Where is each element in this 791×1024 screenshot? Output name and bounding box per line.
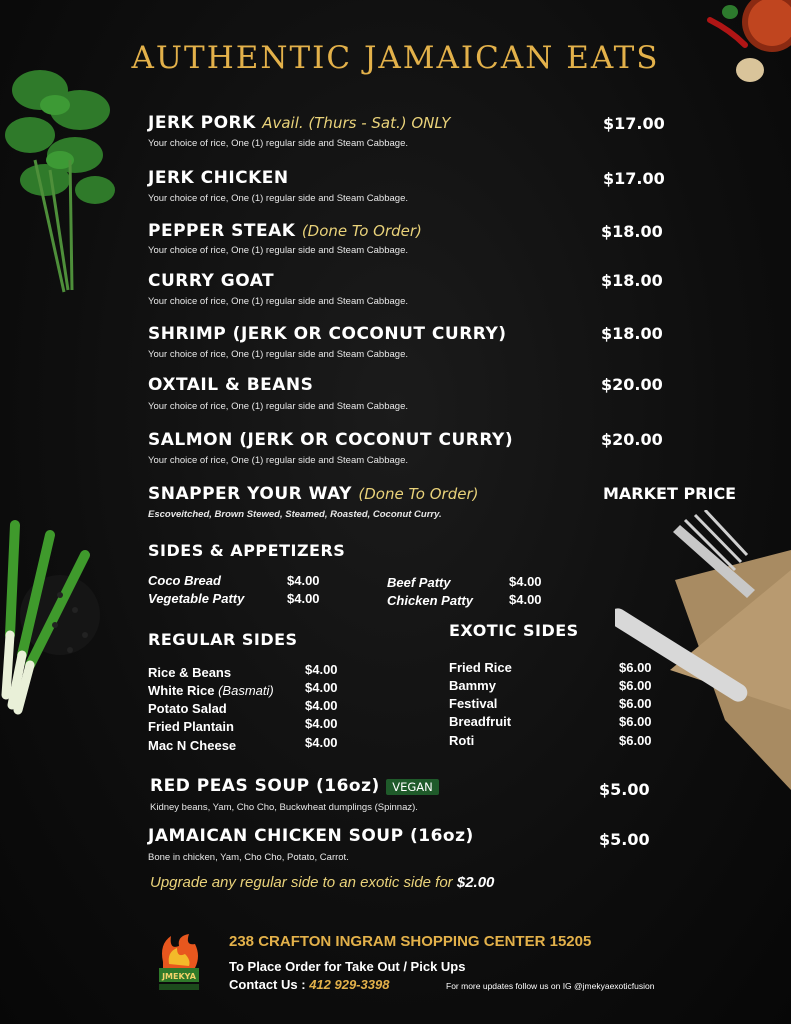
soup-item: [150, 776, 439, 813]
menu-item: [148, 113, 450, 149]
item-name: JERK CHICKEN: [148, 168, 289, 188]
item-name: SNAPPER YOUR WAY: [148, 484, 352, 504]
exotic-sides-title: EXOTIC SIDES: [449, 621, 579, 640]
item-name: PEPPER STEAK: [148, 221, 296, 241]
list-item-name: Coco Bread: [148, 573, 221, 588]
instagram-note: For more updates follow us on IG @jmekyaexoticfusion: [446, 981, 655, 991]
item-price: $18.00: [601, 222, 663, 241]
item-desc: Your choice of rice, One (1) regular side and Steam Cabbage.: [148, 455, 408, 466]
regular-sides-title: REGULAR SIDES: [148, 630, 298, 649]
item-desc: Your choice of rice, One (1) regular side and Steam Cabbage.: [148, 401, 408, 412]
list-item-price: $6.00: [619, 678, 652, 693]
item-price: $20.00: [601, 375, 663, 394]
list-item-price: $4.00: [305, 735, 338, 750]
list-item-name: Potato Salad: [148, 701, 227, 716]
menu-item: [148, 484, 478, 520]
item-desc: Your choice of rice, One (1) regular side and Steam Cabbage.: [148, 296, 408, 307]
list-item-price: $6.00: [619, 660, 652, 675]
list-item-name: Fried Rice: [449, 660, 512, 675]
list-item-price: $6.00: [619, 733, 652, 748]
list-item-name: Roti: [449, 733, 475, 748]
upgrade-note: Upgrade any regular side to an exotic side for $2.00: [150, 874, 495, 891]
item-name: OXTAIL & BEANS: [148, 375, 314, 395]
list-item-name: Chicken Patty: [387, 593, 473, 608]
item-desc: Escoveitched, Brown Stewed, Steamed, Roasted, Coconut Curry.: [148, 509, 442, 520]
menu-item: [148, 375, 408, 412]
soup-name: JAMAICAN CHICKEN SOUP (16oz): [148, 826, 474, 846]
list-item-name: Fried Plantain: [148, 719, 234, 734]
phone-number[interactable]: 412 929-3398: [309, 977, 390, 992]
list-item-price: $4.00: [305, 716, 338, 731]
item-price: $20.00: [601, 430, 663, 449]
item-desc: Your choice of rice, One (1) regular side and Steam Cabbage.: [148, 193, 408, 204]
list-item-name: Bammy: [449, 678, 496, 693]
address: 238 CRAFTON INGRAM SHOPPING CENTER 15205: [229, 933, 592, 950]
item-name: CURRY GOAT: [148, 271, 275, 291]
green-onion-image: [0, 515, 125, 715]
item-price: $18.00: [601, 271, 663, 290]
soup-price: $5.00: [599, 780, 650, 799]
order-info: To Place Order for Take Out / Pick Ups: [229, 959, 466, 974]
list-item-price: $4.00: [305, 662, 338, 677]
list-item-name: Beef Patty: [387, 575, 451, 590]
soup-item: [148, 826, 474, 863]
restaurant-logo: [155, 932, 203, 994]
item-name: SHRIMP (JERK OR COCONUT CURRY): [148, 324, 507, 344]
menu-item: [148, 430, 513, 466]
list-item-name: White Rice (Basmati): [148, 683, 274, 698]
menu-item: [148, 221, 422, 256]
soup-desc: Kidney beans, Yam, Cho Cho, Buckwheat dumplings (Spinnaz).: [150, 802, 418, 813]
item-note: Avail. (Thurs - Sat.) ONLY: [262, 114, 451, 132]
sides-appetizers-title: SIDES & APPETIZERS: [148, 541, 346, 560]
item-desc: Your choice of rice, One (1) regular side and Steam Cabbage.: [148, 138, 408, 149]
soup-name: RED PEAS SOUP (16oz): [150, 776, 380, 796]
item-note: (Done To Order): [358, 485, 479, 503]
list-item-name: Breadfruit: [449, 714, 512, 729]
menu-item: [148, 324, 507, 360]
item-desc: Your choice of rice, One (1) regular side and Steam Cabbage.: [148, 349, 408, 360]
item-price: $17.00: [603, 114, 665, 133]
list-item-price: $6.00: [619, 696, 652, 711]
item-desc: Your choice of rice, One (1) regular side and Steam Cabbage.: [148, 245, 408, 256]
cutlery-napkin-image: [615, 510, 791, 790]
soup-price: $5.00: [599, 830, 650, 849]
item-price: MARKET PRICE: [603, 484, 737, 503]
list-item-price: $4.00: [509, 592, 542, 607]
vegan-badge: VEGAN: [386, 779, 439, 795]
item-price: $17.00: [603, 169, 665, 188]
item-name: JERK PORK: [148, 113, 256, 133]
list-item-price: $4.00: [509, 574, 542, 589]
list-item-price: $6.00: [619, 714, 652, 729]
list-item-name: Festival: [449, 696, 498, 711]
list-item-price: $4.00: [287, 591, 320, 606]
item-name: SALMON (JERK OR COCONUT CURRY): [148, 430, 514, 450]
parsley-image: [0, 60, 125, 300]
list-item-name: Rice & Beans: [148, 665, 232, 680]
list-item-name: Vegetable Patty: [148, 591, 245, 606]
soup-desc: Bone in chicken, Yam, Cho Cho, Potato, Carrot.: [148, 852, 349, 863]
contact-line: Contact Us : 412 929-3398: [229, 977, 390, 992]
menu-item: [148, 271, 408, 307]
item-price: $18.00: [601, 324, 663, 343]
list-item-name: Mac N Cheese: [148, 738, 237, 753]
list-item-price: $4.00: [305, 698, 338, 713]
list-item-price: $4.00: [287, 573, 320, 588]
list-item-price: $4.00: [305, 680, 338, 695]
svg-text:JMEKYA: JMEKYA: [162, 972, 196, 981]
item-note: (Done To Order): [301, 222, 422, 240]
menu-title: AUTHENTIC JAMAICAN EATS: [131, 40, 660, 76]
menu-item: [148, 168, 408, 204]
